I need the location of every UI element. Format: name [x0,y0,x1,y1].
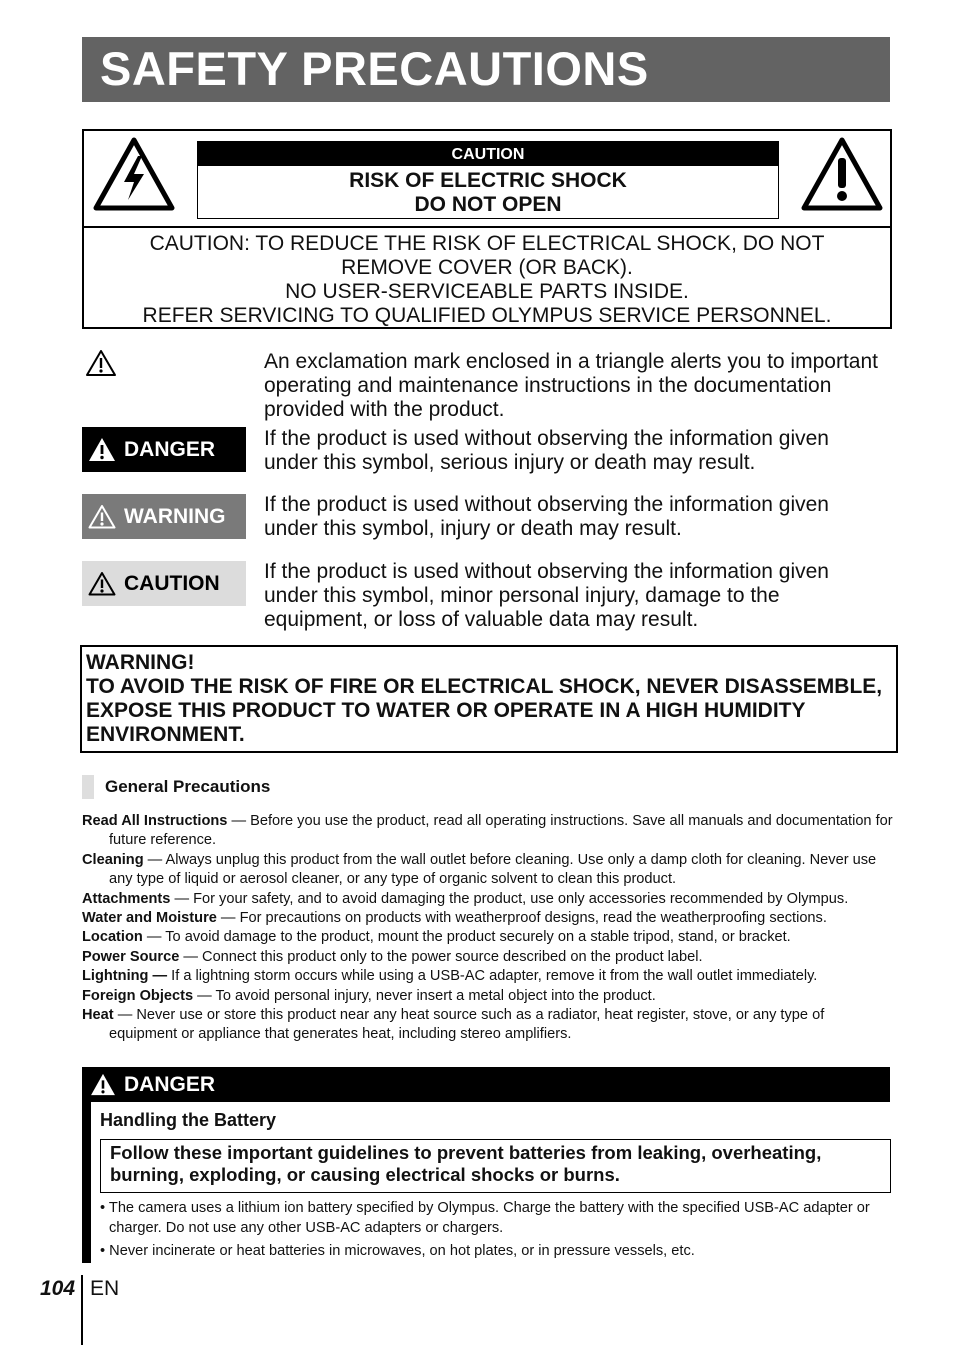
fire-shock-warning-box [80,645,898,753]
precaution-item [82,948,894,967]
section-heading: General Precautions [105,777,271,796]
danger-section-label: DANGER [124,1072,216,1096]
caution-statement-line: CAUTION: TO REDUCE THE RISK OF ELECTRICAL SHOCK, DO NOT [149,232,825,255]
precaution-item [82,909,894,928]
precaution-term: Foreign Objects [82,987,194,1004]
risk-label-line: RISK OF ELECTRIC SHOCK [349,169,627,192]
title-bar [82,37,890,102]
risk-label-heading: CAUTION [198,142,778,166]
language-label: EN [90,1277,120,1300]
warning-triangle-icon [88,437,116,462]
danger-badge [82,427,246,472]
warning-explanation: If the product is used without observing the information given under this symbol, injury or death may result. [264,493,829,540]
list-item: • Never incinerate or heat batteries in microwaves, on hot plates, or in pressure vessels, etc. [100,1243,695,1260]
precautions-list [82,812,894,1045]
precaution-term: Water and Moisture [82,910,217,927]
section-marker [82,775,94,799]
precaution-text: — For your safety, and to avoid damaging the product, use only accessories recommended by Olympus. [170,890,849,907]
precaution-text: — Always unplug this product from the wall outlet before cleaning. Use only a damp cloth for cleaning. Never use any type of liquid or aerosol cleaner, or any type of organic solvent to clean this product. [109,851,877,888]
divider [84,226,890,228]
page-number: 104 [40,1277,76,1300]
caution-statement-line: REFER SERVICING TO QUALIFIED OLYMPUS SERVICE PERSONNEL. [142,304,832,327]
precaution-item [82,928,894,947]
exclamation-triangle-icon [85,349,117,377]
precaution-term: Power Source [82,948,180,965]
danger-label: DANGER [124,437,216,461]
precaution-term: Attachments [82,890,171,907]
warning-triangle-icon [88,571,116,596]
precaution-text: — To avoid personal injury, never insert a metal object into the product. [193,987,656,1004]
caution-statement [84,232,890,328]
battery-heading: Handling the Battery [100,1110,277,1130]
warning-box-text: TO AVOID THE RISK OF FIRE OR ELECTRICAL SHOCK, NEVER DISASSEMBLE, EXPOSE THIS PRODUCT TO WATER OR OPERATE IN A HIGH HUMIDITY ENVIRONMENT. [86,675,883,746]
caution-label: CAUTION [124,571,220,595]
exclamation-explanation: An exclamation mark enclosed in a triangle alerts you to important operating and maintenance instructions in the documentation provided with the product. [264,350,878,421]
warning-triangle-icon [90,1073,116,1096]
precaution-text: — Before you use the product, read all operating instructions. Save all manuals and documentation for future reference. [109,813,893,849]
page-title: SAFETY PRECAUTIONS [100,42,649,95]
caution-label-box [82,129,892,329]
exclamation-triangle-icon [800,136,884,212]
risk-label [197,141,779,219]
caution-statement-line: REMOVE COVER (OR BACK). [341,256,633,279]
precaution-text: — Never use or store this product near any heat source such as a radiator, heat register, stove, or any type of equipment or appliance that generates heat, including stereo amplifiers. [109,1007,825,1043]
warning-triangle-icon [88,504,116,529]
warning-box-heading: WARNING! [86,651,195,674]
warning-badge [82,494,246,539]
precaution-item [82,967,894,986]
caution-badge [82,561,246,606]
precaution-term: Lightning — [82,968,168,985]
precaution-item [82,812,894,851]
caution-explanation: If the product is used without observing the information given under this symbol, minor personal injury, damage to the equipment, or loss of valuable data may result. [264,560,829,631]
battery-guideline-box: Follow these important guidelines to prevent batteries from leaking, overheating, burning, exploding, or causing electrical shocks or burns. [100,1139,891,1193]
precaution-item [82,1006,894,1045]
footer-divider [81,1275,83,1345]
precaution-term: Heat [82,1007,114,1024]
electric-shock-triangle-icon [92,136,176,212]
battery-bullet-list [100,1199,885,1266]
precaution-term: Read All Instructions [82,813,228,829]
precaution-text: If a lightning storm occurs while using a USB-AC adapter, remove it from the wall outlet immediately. [167,968,818,985]
precaution-text: — To avoid damage to the product, mount the product securely on a stable tripod, stand, or bracket. [142,929,791,946]
danger-section-header [82,1067,890,1102]
precaution-item [82,987,894,1006]
list-item: • The camera uses a lithium ion battery specified by Olympus. Charge the battery with the specified USB-AC adapter or charger. Do not use any other USB-AC adapters or chargers. [100,1200,870,1236]
risk-label-text [198,166,778,217]
precaution-term: Cleaning [82,851,144,868]
precaution-item [82,851,894,890]
precaution-text: — Connect this product only to the power source described on the product label. [179,948,703,965]
warning-label: WARNING [124,504,226,528]
danger-explanation: If the product is used without observing the information given under this symbol, serious injury or death may result. [264,427,829,474]
precaution-term: Location [82,929,143,946]
precaution-item [82,890,894,909]
caution-statement-line: NO USER-SERVICEABLE PARTS INSIDE. [285,280,689,303]
precaution-text: — For precautions on products with weatherproof designs, read the weatherproofing sections. [216,910,827,927]
risk-label-line: DO NOT OPEN [414,193,562,216]
